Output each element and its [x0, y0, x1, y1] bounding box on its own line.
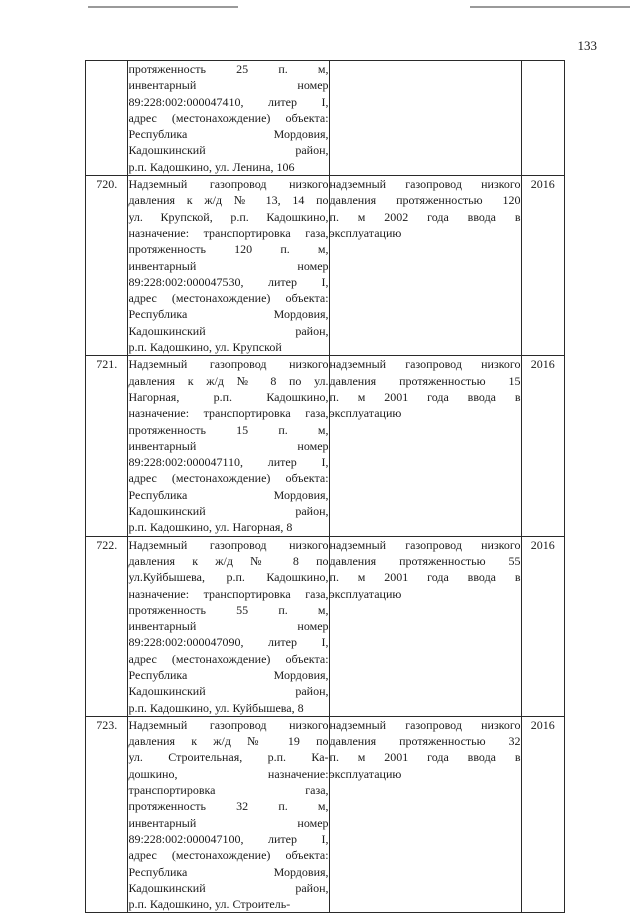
description-line: назначение: транспортировка газа, [128, 225, 329, 240]
description-line: протяженность 32 п. м, [128, 799, 329, 814]
description-line: Республика Мордовия, [128, 307, 329, 322]
description-line: инвентарный номер [128, 78, 329, 93]
characteristics-line: эксплуатацию [329, 586, 402, 601]
description-line: давления к ж/д № 19 по [128, 734, 329, 749]
characteristics-line: эксплуатацию [329, 225, 402, 240]
description-line: Надземный газопровод низкого [128, 537, 329, 552]
characteristics-line: давления протяженностью 55 [329, 553, 521, 568]
description-line: инвентарный номер [128, 619, 329, 634]
row-number: 721. [86, 356, 128, 536]
description-line: инвентарный номер [128, 258, 329, 273]
characteristics-line: надземный газопровод низкого [329, 357, 521, 372]
page-number: 133 [577, 38, 597, 53]
object-characteristics [329, 356, 521, 536]
description-line: адрес (местонахождение) объекта: [128, 110, 329, 125]
description-line: Кадошкинский район, [128, 143, 329, 158]
row-number [86, 61, 128, 176]
description-line: адрес (местонахождение) объекта: [128, 848, 329, 863]
description-line: Кадошкинский район, [128, 504, 329, 519]
description-line: р.п. Кадошкино, ул. Нагорная, 8 [128, 520, 293, 535]
description-line: р.п. Кадошкино, ул. Строитель- [128, 897, 291, 912]
characteristics-line: надземный газопровод низкого [329, 177, 521, 192]
description-line: адрес (местонахождение) объекта: [128, 651, 329, 666]
description-line: р.п. Кадошкино, ул. Ленина, 106 [128, 159, 295, 174]
description-line: 89:228:002:000047090, литер I, [128, 635, 329, 650]
description-line: назначение: транспортировка газа, [128, 406, 329, 421]
characteristics-line: давления протяженностью 15 [329, 373, 521, 388]
year-cell: 2016 [521, 176, 564, 356]
description-line: 89:228:002:000047100, литер I, [128, 831, 329, 846]
description-line: давления к ж/д № 13, 14 по [128, 193, 329, 208]
description-line: Кадошкинский район, [128, 684, 329, 699]
description-line: ул. Крупской, р.п. Кадошкино, [128, 209, 329, 224]
description-line: Республика Мордовия, [128, 487, 329, 502]
table-row [86, 536, 565, 716]
description-line: ул. Строительная, р.п. Ка- [128, 750, 329, 765]
description-line: транспортировка газа, [128, 783, 329, 798]
description-line: Республика Мордовия, [128, 127, 329, 142]
object-description [128, 716, 329, 913]
description-line: 89:228:002:000047110, литер I, [128, 455, 329, 470]
description-line: назначение: транспортировка газа, [128, 586, 329, 601]
scan-artifact-right [470, 6, 630, 8]
object-description [128, 176, 329, 356]
table-row [86, 61, 565, 176]
table-row [86, 176, 565, 356]
description-line: протяженность 120 п. м, [128, 242, 329, 257]
description-line: ул.Куйбышева, р.п. Кадошкино, [128, 570, 329, 585]
description-line: протяженность 25 п. м, [128, 62, 329, 76]
characteristics-line: давления протяженностью 32 [329, 734, 521, 749]
description-line: протяженность 55 п. м, [128, 602, 329, 617]
object-characteristics [329, 176, 521, 356]
year-cell: 2016 [521, 536, 564, 716]
description-line: адрес (местонахождение) объекта: [128, 291, 329, 306]
object-description [128, 356, 329, 536]
object-description [128, 536, 329, 716]
table-row [86, 716, 565, 913]
row-number: 720. [86, 176, 128, 356]
characteristics-line: п. м 2001 года ввода в [329, 570, 521, 585]
description-line: Кадошкинский район, [128, 880, 329, 895]
characteristics-line: надземный газопровод низкого [329, 717, 521, 732]
object-characteristics [329, 536, 521, 716]
characteristics-line: эксплуатацию [329, 766, 402, 781]
description-line: Надземный газопровод низкого [128, 177, 329, 192]
description-line: Надземный газопровод низкого [128, 717, 329, 732]
characteristics-line: давления протяженностью 120 [329, 193, 521, 208]
description-line: р.п. Кадошкино, ул. Крупской [128, 340, 282, 355]
description-line: Кадошкинский район, [128, 323, 329, 338]
description-line: давления к ж/д № 8 по ул. [128, 373, 329, 388]
description-line: 89:228:002:000047530, литер I, [128, 274, 329, 289]
characteristics-line: эксплуатацию [329, 406, 402, 421]
table-row [86, 356, 565, 536]
description-line: р.п. Кадошкино, ул. Куйбышева, 8 [128, 700, 304, 715]
registry-table [85, 60, 565, 913]
object-characteristics [329, 61, 521, 176]
description-line: 89:228:002:000047410, литер I, [128, 94, 329, 109]
description-line: Республика Мордовия, [128, 667, 329, 682]
year-cell [521, 61, 564, 176]
object-characteristics [329, 716, 521, 913]
description-line: инвентарный номер [128, 815, 329, 830]
characteristics-line: п. м 2001 года ввода в [329, 389, 521, 404]
characteristics-line: надземный газопровод низкого [329, 537, 521, 552]
description-line: давления к ж/д № 8 по [128, 553, 329, 568]
year-cell: 2016 [521, 356, 564, 536]
object-description [128, 61, 329, 176]
row-number: 722. [86, 536, 128, 716]
description-line: адрес (местонахождение) объекта: [128, 471, 329, 486]
row-number: 723. [86, 716, 128, 913]
description-line: протяженность 15 п. м, [128, 422, 329, 437]
characteristics-line: п. м 2002 года ввода в [329, 209, 521, 224]
characteristics-line: п. м 2001 года ввода в [329, 750, 521, 765]
description-line: Нагорная, р.п. Кадошкино, [128, 389, 329, 404]
year-cell: 2016 [521, 716, 564, 913]
description-line: дошкино, назначение: [128, 766, 329, 781]
description-line: Надземный газопровод низкого [128, 357, 329, 372]
description-line: инвентарный номер [128, 438, 329, 453]
description-line: Республика Мордовия, [128, 864, 329, 879]
scan-artifact-left [88, 6, 238, 8]
